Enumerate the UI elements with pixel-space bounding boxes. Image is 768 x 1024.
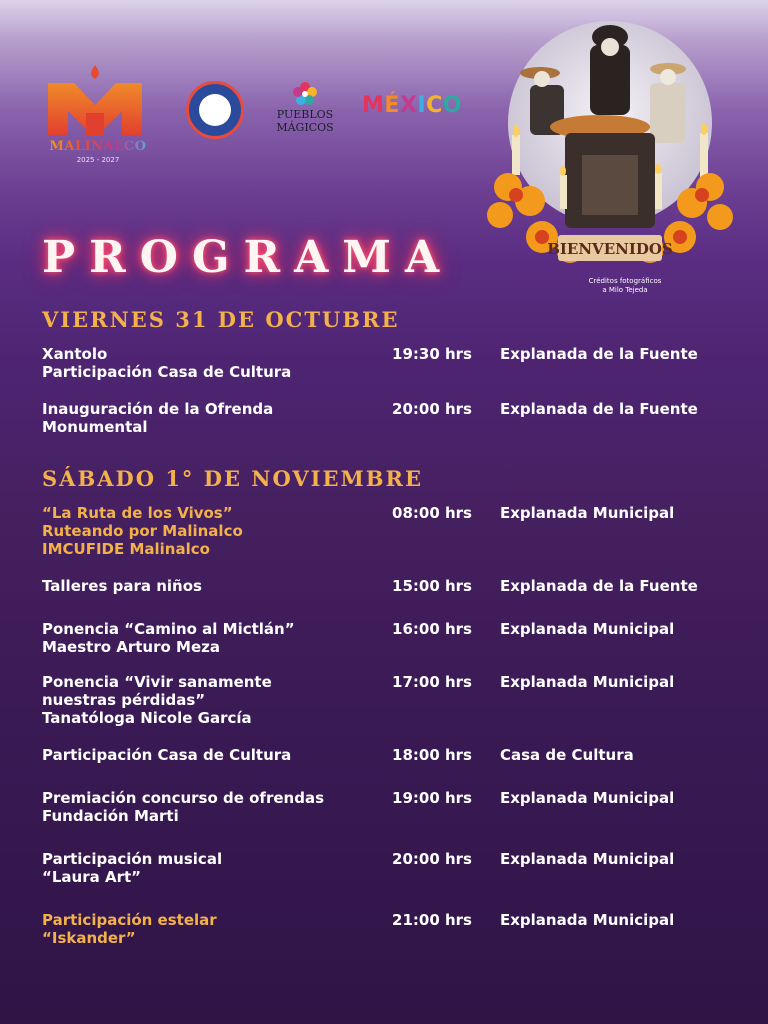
event-line: nuestras pérdidas” (42, 691, 206, 709)
pueblos-magicos-flower-icon (292, 81, 318, 107)
event-line: Inauguración de la Ofrenda (42, 400, 274, 418)
event-place: Explanada de la Fuente (500, 577, 698, 595)
event-line: Participación Casa de Cultura (42, 746, 292, 764)
event-place: Explanada Municipal (500, 620, 675, 638)
catrina-ofrenda-illustration (470, 15, 750, 277)
pueblos-magicos-line2: MÁGICOS (276, 121, 334, 134)
event-line: Participación Casa de Cultura (42, 363, 292, 381)
mexico-letter: É (384, 93, 400, 118)
event-place: Explanada de la Fuente (500, 400, 698, 418)
mexico-logo (362, 93, 462, 118)
page-title: PROGRAMA (42, 232, 454, 283)
event-time: 19:00 hrs (392, 789, 472, 807)
event-time: 21:00 hrs (392, 911, 472, 929)
malinalco-logo (46, 57, 147, 164)
malinalco-years: 2025 - 2027 (76, 156, 120, 164)
day-heading-sabado: SÁBADO 1° DE NOVIEMBRE (42, 466, 423, 491)
event-line: Talleres para niños (42, 577, 202, 595)
malinalco-m-icon (46, 65, 144, 135)
event-activity (42, 746, 372, 764)
day-heading-viernes: VIERNES 31 DE OCTUBRE (42, 307, 400, 332)
casa-cultura-logo (186, 81, 244, 139)
malinalco-name: MALINALCO (46, 139, 150, 154)
event-time: 16:00 hrs (392, 620, 472, 638)
event-place: Explanada Municipal (500, 850, 675, 868)
event-time: 08:00 hrs (392, 504, 472, 522)
photo-credit (570, 277, 680, 295)
mexico-letter: M (362, 93, 385, 118)
event-line: Participación estelar (42, 911, 217, 929)
event-line: Fundación Marti (42, 807, 179, 825)
event-activity (42, 789, 372, 825)
photo-credit-line1: Créditos fotográficos (588, 277, 662, 285)
mexico-letter: O (442, 93, 462, 118)
event-line: Xantolo (42, 345, 108, 363)
event-activity (42, 673, 372, 727)
event-place: Explanada Municipal (500, 789, 675, 807)
event-place: Explanada de la Fuente (500, 345, 698, 363)
event-activity (42, 911, 372, 947)
sponsor-logos (40, 55, 490, 165)
event-line: Monumental (42, 418, 148, 436)
event-place: Casa de Cultura (500, 746, 634, 764)
mexico-letter: C (426, 93, 443, 118)
event-activity (42, 577, 372, 595)
event-place: Explanada Municipal (500, 504, 675, 522)
event-line: Ponencia “Camino al Mictlán” (42, 620, 295, 638)
pueblos-magicos-line1: PUEBLOS (276, 108, 334, 121)
event-place: Explanada Municipal (500, 911, 675, 929)
event-time: 19:30 hrs (392, 345, 472, 363)
event-activity (42, 400, 372, 436)
event-activity (42, 620, 372, 656)
event-activity (42, 850, 372, 886)
photo-credit-line2: a Milo Tejeda (602, 286, 648, 294)
event-line: “Laura Art” (42, 868, 141, 886)
event-line: “Iskander” (42, 929, 136, 947)
ofrenda-artwork (470, 15, 750, 305)
event-time: 17:00 hrs (392, 673, 472, 691)
event-place: Explanada Municipal (500, 673, 675, 691)
pueblos-magicos-logo (272, 81, 338, 137)
mexico-letter: X (399, 93, 418, 118)
event-line: Tanatóloga Nicole García (42, 709, 252, 727)
event-line: Ruteando por Malinalco (42, 522, 243, 540)
event-line: Premiación concurso de ofrendas (42, 789, 324, 807)
casa-cultura-seal-icon (199, 94, 231, 126)
event-line: Participación musical (42, 850, 223, 868)
event-activity (42, 345, 372, 381)
mexico-letter: I (417, 93, 427, 118)
event-line: “La Ruta de los Vivos” (42, 504, 233, 522)
event-time: 20:00 hrs (392, 850, 472, 868)
bienvenidos-banner: BIENVENIDOS (547, 240, 673, 258)
event-line: IMCUFIDE Malinalco (42, 540, 210, 558)
event-time: 15:00 hrs (392, 577, 472, 595)
event-line: Maestro Arturo Meza (42, 638, 220, 656)
event-activity (42, 504, 372, 558)
event-time: 18:00 hrs (392, 746, 472, 764)
event-line: Ponencia “Vivir sanamente (42, 673, 272, 691)
event-time: 20:00 hrs (392, 400, 472, 418)
